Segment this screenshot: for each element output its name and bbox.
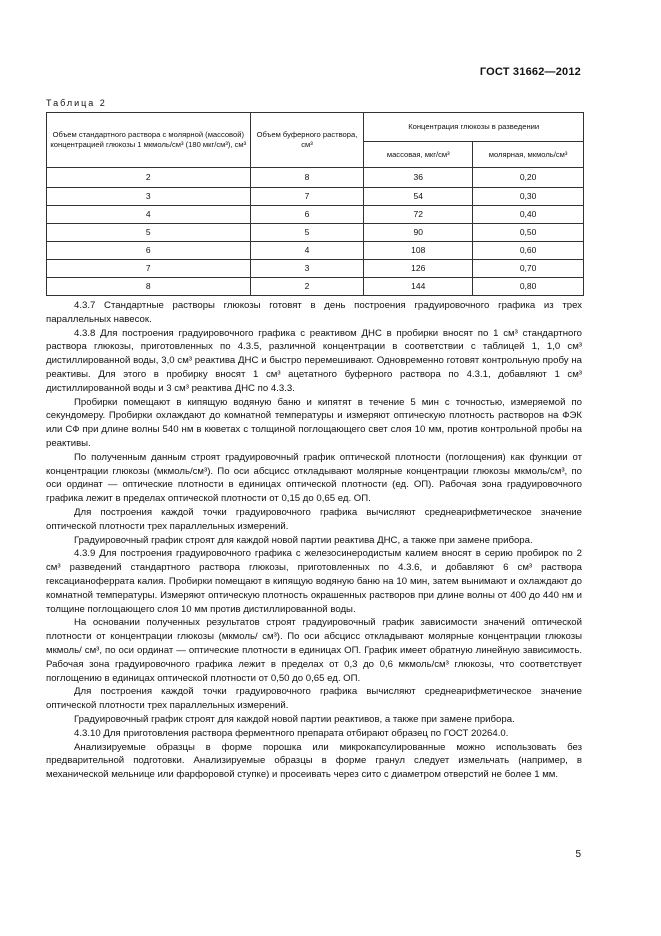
table-cell: 7 bbox=[250, 188, 364, 206]
paragraph: Для построения каждой точки градуировочного графика вычисляют среднеарифметическое значение оптической плотности трех параллельных измерений. bbox=[46, 686, 582, 712]
table-cell: 4 bbox=[250, 242, 364, 260]
header-cell-standard-volume: Объем стандартного раствора с молярной (массовой) концентрацией глюкозы 1 мкмоль/см³ (180 мкг/см³), см³ bbox=[47, 113, 251, 168]
paragraph: По полученным данным строят градуировочный график оптической плотности (поглощения) как функции от концентрации глюкозы (мкмоль/см³). По оси абсцисс откладывают молярные концентрации глюкозы мкмоль/см³, по оси ординат — оптические плотности в единицах оптической плотности (ед. ОП). Рабочая зона градуировочного графика лежит в пределах оптической плотности от 0,15 до 0,65 ед. ОП. bbox=[46, 451, 582, 505]
table-row bbox=[47, 278, 584, 296]
table-row bbox=[47, 224, 584, 242]
table-cell: 72 bbox=[364, 206, 473, 224]
table-cell: 5 bbox=[47, 224, 251, 242]
header-cell-buffer-volume: Объем буферного раствора, см³ bbox=[250, 113, 364, 168]
header-cell-concentration-group: Концентрация глюкозы в разведении bbox=[364, 113, 584, 142]
paragraph-4-3-10: 4.3.10 Для приготовления раствора ферментного препарата отбирают образец по ГОСТ 20264.0. bbox=[74, 727, 509, 739]
table-cell: 0,80 bbox=[473, 278, 584, 296]
table-cell: 54 bbox=[364, 188, 473, 206]
table-cell: 0,50 bbox=[473, 224, 584, 242]
paragraph: На основании полученных результатов строят градуировочный график зависимости значений оптической плотности от концентрации глюкозы (мкмоль/ см³). По оси абсцисс откладывают молярные концентрации глюкозы мкмоль/ см³, по оси ординат — оптические плотности в единицах ОП. График имеет обратную линейную зависимость. Рабочая зона градуировочного графика лежит в пределах от 0,3 до 0,6 мкмоль/см³ глюкозы, что соответствует поглощению в единицах оптической плотности от 0,50 до 0,65 ед. ОП. bbox=[46, 617, 582, 684]
header-cell-molar-concentration: молярная, мкмоль/см³ bbox=[473, 142, 584, 168]
table-cell: 36 bbox=[364, 168, 473, 188]
table-cell: 8 bbox=[47, 278, 251, 296]
table-cell: 0,20 bbox=[473, 168, 584, 188]
table-cell: 7 bbox=[47, 260, 251, 278]
table-cell: 6 bbox=[250, 206, 364, 224]
table-cell: 2 bbox=[250, 278, 364, 296]
table-cell: 126 bbox=[364, 260, 473, 278]
body-text bbox=[46, 299, 582, 782]
table-cell: 0,60 bbox=[473, 242, 584, 260]
paragraph: Градуировочный график строят для каждой новой партии реактива ДНС, а также при замене прибора. bbox=[74, 534, 533, 546]
table-cell: 0,70 bbox=[473, 260, 584, 278]
table-row bbox=[47, 188, 584, 206]
paragraph: Для построения каждой точки градуировочного графика вычисляют среднеарифметическое значение оптической плотности трех параллельных измерений. bbox=[46, 506, 582, 532]
page-number: 5 bbox=[575, 849, 581, 860]
paragraph-4-3-8: 4.3.8 Для построения градуировочного графика с реактивом ДНС в пробирки вносят по 1 см³ стандартного раствора глюкозы, приготовленных по 4.3.5, различной концентрации в соответствии с таблицей 1, 1,0 см³ дистиллированной воды, 3,0 см³ реактива ДНС и быстро перемешивают. Одновременно готовят контрольную пробу на реактивы. Для этого в пробирку вносят 1 см³ ацетатного буферного раствора по 4.3.1, добавляют 1 см³ дистиллированной воды и 3 см³ реактива ДНС по 4.3.3. bbox=[46, 327, 582, 394]
table-cell: 144 bbox=[364, 278, 473, 296]
table-caption: Таблица 2 bbox=[46, 98, 107, 108]
table-cell: 3 bbox=[250, 260, 364, 278]
table-row bbox=[47, 168, 584, 188]
table-cell: 4 bbox=[47, 206, 251, 224]
table-cell: 8 bbox=[250, 168, 364, 188]
data-table bbox=[46, 112, 584, 296]
table-cell: 3 bbox=[47, 188, 251, 206]
table-row bbox=[47, 260, 584, 278]
table-cell: 0,30 bbox=[473, 188, 584, 206]
table-cell: 6 bbox=[47, 242, 251, 260]
paragraph: Анализируемые образцы в форме порошка или микрокапсулированные можно использовать без предварительной подготовки. Анализируемые образцы в форме гранул следует измельчать (например, в механической мельнице или фарфоровой ступке) и просеивать через сито с диаметром отверстий не более 1 мм. bbox=[46, 741, 582, 781]
table-cell: 108 bbox=[364, 242, 473, 260]
table-cell: 90 bbox=[364, 224, 473, 242]
paragraph-4-3-7: 4.3.7 Стандартные растворы глюкозы готовят в день построения градуировочного графика из трех параллельных навесок. bbox=[46, 300, 582, 325]
document-header: ГОСТ 31662—2012 bbox=[479, 66, 581, 78]
table-cell: 0,40 bbox=[473, 206, 584, 224]
paragraph: Градуировочный график строят для каждой новой партии реактивов, а также при замене прибора. bbox=[74, 713, 515, 725]
header-cell-mass-concentration: массовая, мкг/см³ bbox=[364, 142, 473, 168]
table-cell: 2 bbox=[47, 168, 251, 188]
paragraph: Пробирки помещают в кипящую водяную баню и кипятят в течение 5 мин с точностью, измеряемой по секундомеру. Пробирки охлаждают до комнатной температуры и измеряют оптическую плотность растворов на ФЭК или СФ при длине волны 540 нм в кюветах с толщиной поглощающего свет слоя 10 мм, против контрольной пробы на реактивы. bbox=[46, 396, 582, 449]
table-cell: 5 bbox=[250, 224, 364, 242]
table-row bbox=[47, 242, 584, 260]
paragraph-4-3-9: 4.3.9 Для построения градуировочного графика с железосинеродистым калием вносят в серию пробирок по 2 см³ разведений стандартного раствора глюкозы, приготовленных по 4.3.6, и добавляют 6 см³ раствора гексацианоферрата калия. Пробирки помещают в кипящую водяную баню на 10 мин, затем вынимают и охлаждают до комнатной температуры. Измеряют оптическую плотность окрашенных растворов при длине волны от 400 до 440 нм и толщине поглощающего слоя 10 мм против дистиллированной воды. bbox=[46, 548, 582, 615]
table-row bbox=[47, 206, 584, 224]
